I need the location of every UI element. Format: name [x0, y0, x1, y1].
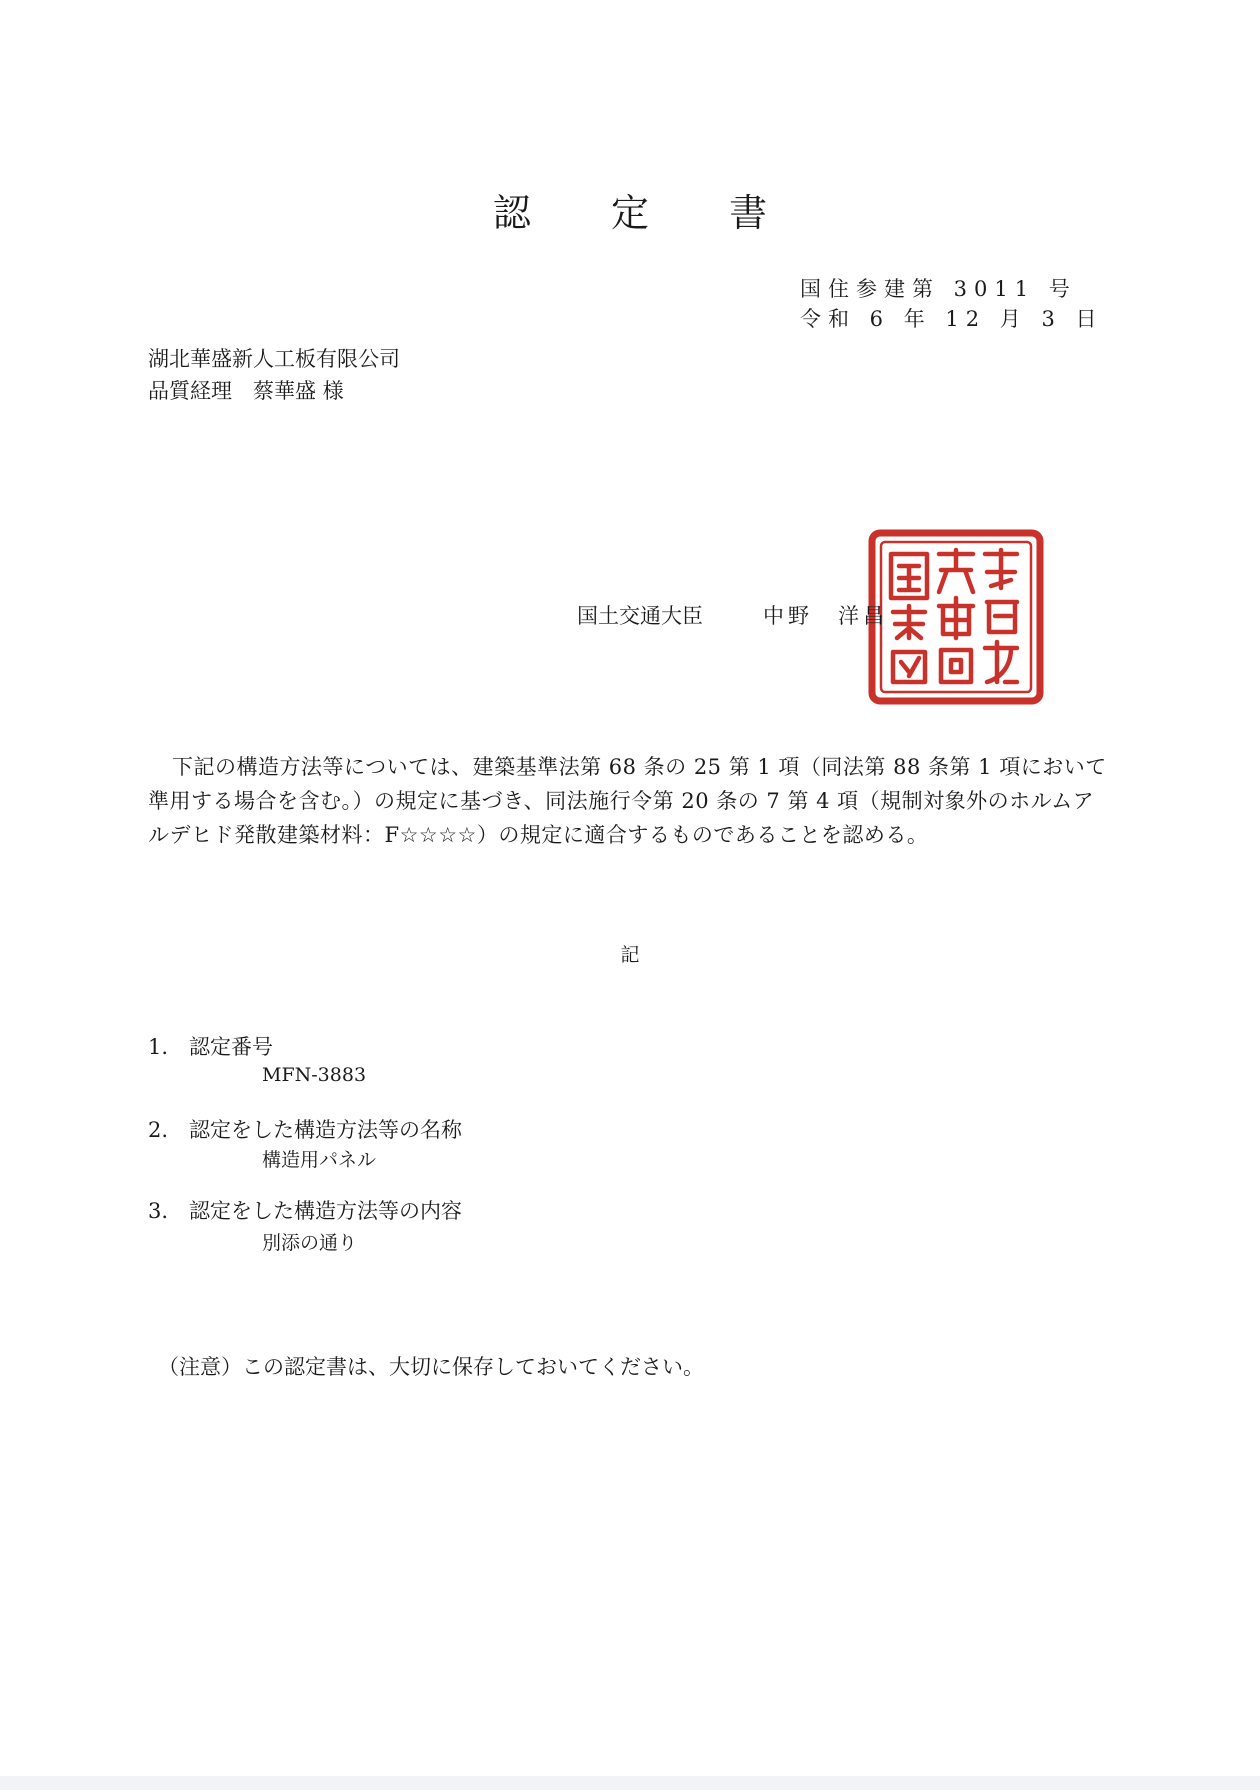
issue-date: 令和 6 年 12 月 3 日	[800, 307, 1104, 331]
recipient-company: 湖北華盛新人工板有限公司	[148, 347, 400, 371]
recipient-person: 品質経理 蔡華盛 様	[148, 379, 344, 403]
ki-heading: 記	[620, 944, 640, 966]
item-certification-number-value: MFN-3883	[262, 1064, 367, 1086]
item-structure-content-label: 3. 認定をした構造方法等の内容	[148, 1199, 463, 1223]
reference-number: 国住参建第 3011 号	[800, 277, 1077, 301]
viewer-bottom-bar	[0, 1776, 1260, 1790]
signer-name: 中野 洋昌	[763, 604, 888, 628]
item-certification-number-label: 1. 認定番号	[148, 1035, 274, 1059]
certificate-body: 下記の構造方法等については、建築基準法第 68 条の 25 第 1 項（同法第 88 条第 1 項において準用する場合を含む。）の規定に基づき、同法施行令第 20 条の 7 第 4 項（規制対象外のホルムアルデヒド発散建築材料：F☆☆☆☆）の規定に適合するものであることを認める。	[148, 755, 1107, 847]
document-title: 認 定 書	[492, 191, 802, 235]
item-structure-content-value: 別添の通り	[262, 1232, 358, 1254]
caution-note: （注意）この認定書は、大切に保存しておいてください。	[158, 1355, 704, 1379]
item-structure-name-value: 構造用パネル	[262, 1149, 377, 1171]
item-structure-name-label: 2. 認定をした構造方法等の名称	[148, 1118, 463, 1142]
official-seal	[867, 528, 1045, 706]
signer-title: 国土交通大臣	[577, 604, 703, 628]
